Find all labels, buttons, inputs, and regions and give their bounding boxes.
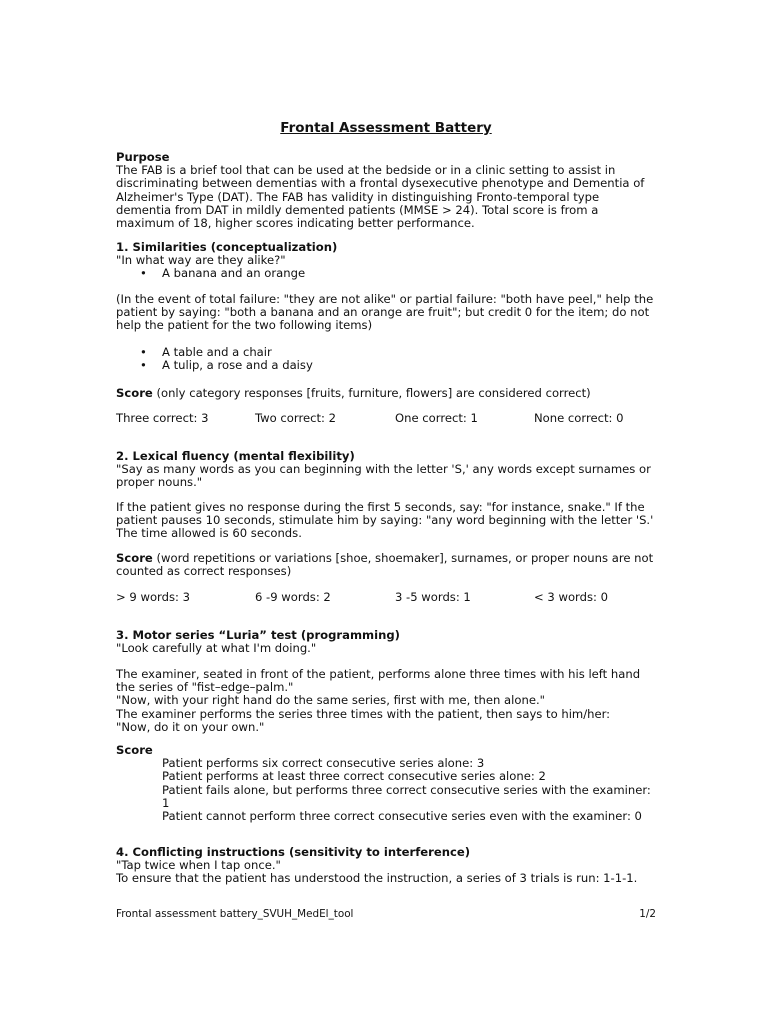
motor-series-line-1: The examiner, seated in front of the patient, performs alone three times with his left hand the series of "fist–edge–palm.": [116, 667, 641, 695]
score-note: (only category responses [fruits, furniture, flowers] are considered correct): [152, 386, 591, 400]
motor-series-score-list: [116, 757, 656, 823]
score-cell: None correct: 0: [534, 411, 624, 425]
footer-page-number: 1/2: [639, 908, 656, 920]
similarities-note: [116, 293, 656, 333]
list-item: • A banana and an orange: [116, 267, 656, 280]
motor-series-instructions: [116, 668, 656, 734]
lexical-fluency-heading: 2. Lexical fluency (mental flexibility): [116, 449, 355, 463]
similarities-list-1: [116, 267, 656, 280]
motor-series-prompt: "Look carefully at what I'm doing.": [116, 641, 317, 656]
lexical-fluency-instr-text: If the patient gives no response during the first 5 seconds, say: "for instance, snake." If the patient pauses 10 seconds, stimulate him by saying: "any word beginning with the letter 'S.' The time allowed is 60 seconds.: [116, 500, 654, 541]
motor-series-section: [116, 629, 656, 655]
motor-series-score: [116, 744, 656, 823]
page-title: Frontal Assessment Battery: [280, 120, 492, 136]
motor-series-line-4: "Now, do it on your own.": [116, 719, 265, 734]
similarities-heading: 1. Similarities (conceptualization): [116, 240, 338, 254]
list-item: • A table and a chair: [116, 346, 656, 359]
motor-series-heading: 3. Motor series “Luria” test (programming): [116, 628, 400, 642]
score-label: Score: [116, 743, 153, 757]
score-cell: 3 -5 words: 1: [395, 590, 471, 604]
purpose-heading: Purpose: [116, 150, 170, 164]
purpose-section: [116, 151, 656, 230]
similarities-prompt: "In what way are they alike?": [116, 253, 286, 268]
lexical-fluency-section: [116, 450, 656, 490]
score-cell: < 3 words: 0: [534, 590, 608, 604]
similarities-score: [116, 387, 656, 400]
purpose-text: The FAB is a brief tool that can be used at the bedside or in a clinic setting to assist in discriminating between dementias with a frontal dysexecutive phenotype and Dementia of Alzheimer's Type (DAT). The FAB has validity in distinguishing Fronto-temporal type dementia from DAT in mildly demented patients (MMSE > 24). Total score is from a maximum of 18, higher scores indicating better performance.: [116, 163, 645, 231]
motor-series-line-3: The examiner performs the series three times with the patient, then says to him/her:: [116, 706, 611, 721]
motor-series-line-2: "Now, with your right hand do the same series, first with me, then alone.": [116, 693, 545, 708]
score-cell: Two correct: 2: [255, 411, 336, 425]
similarities-note-text: (In the event of total failure: "they are not alike" or partial failure: "both have peel," help the patient by saying: "both a banana and an orange are fruit"; but credit 0 for the item; do not help the patient for the two following items): [116, 292, 654, 333]
list-item: • A tulip, a rose and a daisy: [116, 359, 656, 372]
conflicting-instructions-section: [116, 846, 656, 886]
conflicting-instructions-prompt: "Tap twice when I tap once.": [116, 858, 281, 873]
conflicting-instructions-line-1: To ensure that the patient has understood the instruction, a series of 3 trials is run: 1-1-1.: [116, 871, 638, 886]
score-note: (word repetitions or variations [shoe, shoemaker], surnames, or proper nouns are not counted as correct responses): [116, 551, 654, 579]
conflicting-instructions-heading: 4. Conflicting instructions (sensitivity to interference): [116, 845, 471, 859]
score-cell: One correct: 1: [395, 411, 478, 425]
lexical-fluency-instructions: [116, 501, 656, 541]
score-cell: Three correct: 3: [116, 411, 209, 425]
footer-doc-name: Frontal assessment battery_SVUH_MedEl_tool: [116, 908, 354, 920]
score-cell: 6 -9 words: 2: [255, 590, 331, 604]
score-line: Patient performs six correct consecutive series alone: 3: [162, 756, 485, 771]
lexical-fluency-prompt: "Say as many words as you can beginning with the letter 'S,' any words except surnames or proper nouns.": [116, 462, 651, 490]
score-cell: > 9 words: 3: [116, 590, 190, 604]
lexical-fluency-score: [116, 552, 656, 578]
similarities-list-2: [116, 346, 656, 372]
score-line: Patient cannot perform three correct consecutive series even with the examiner: 0: [162, 809, 642, 824]
score-label: Score: [116, 551, 153, 565]
score-line: Patient performs at least three correct consecutive series alone: 2: [162, 769, 546, 784]
score-line: Patient fails alone, but performs three correct consecutive series with the examiner: 1: [162, 782, 651, 810]
score-label: Score: [116, 386, 153, 400]
similarities-section: [116, 241, 656, 281]
